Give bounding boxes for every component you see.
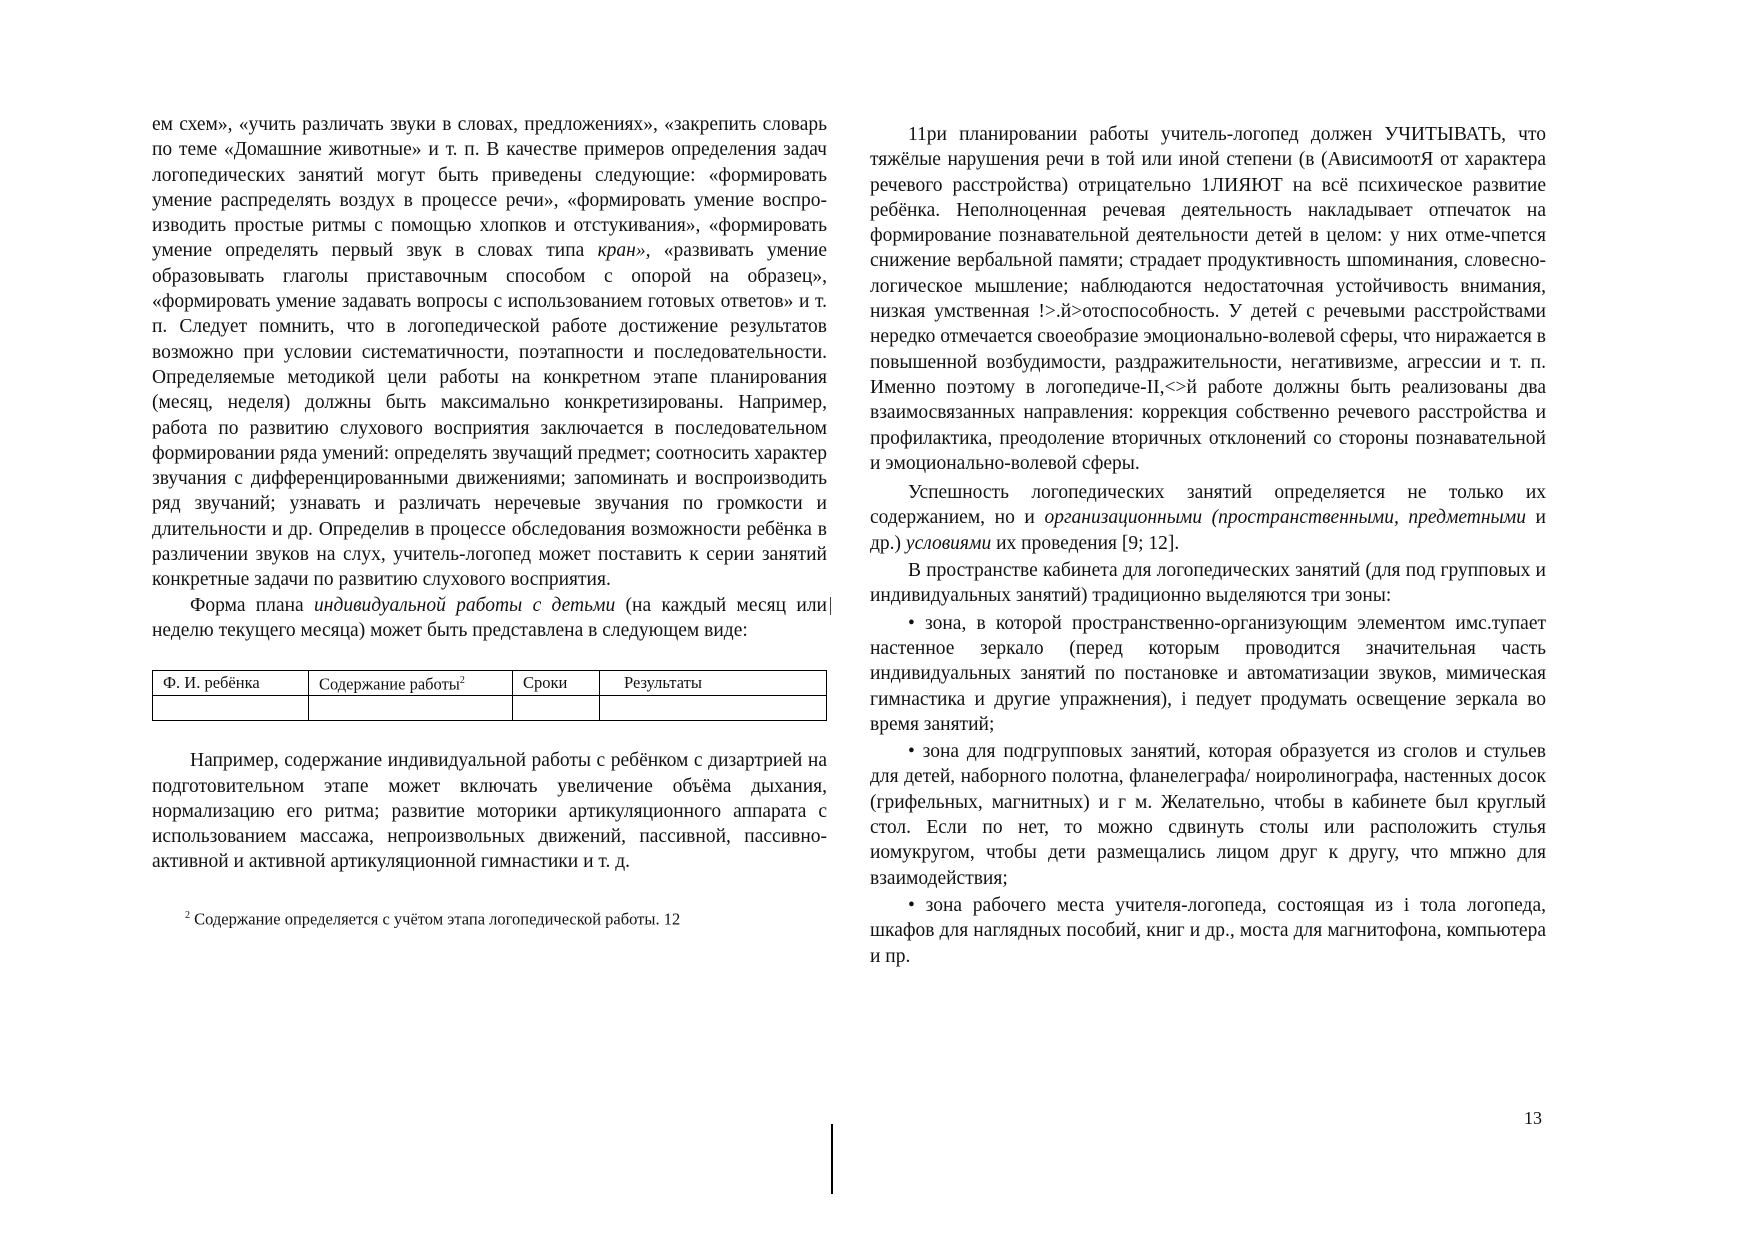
table-header-cell: Сроки [513,671,600,696]
left-page [152,112,827,930]
footnote: $^2$ Содержание определяется с учётом этапа логопедической работы. 12 [185,909,681,929]
bullet-item: • зона, в которой пространственно-организующим элементом имс.тупает настенное зеркало (перед которым проводится значительная часть индивидуальных занятий по постановке и автоматизации звуков, мимическая гимнастика и другие упражнения), i педует продумать освещение зеркала во время занятий; [870,612,1546,735]
bullet-item: • зона для подгрупповых занятий, которая образуется из сголов и стульев для детей, наборного полотна, фланелеграфа/ ноиролинографа, настенных досок (грифельных, магнитных) и г м. Желательно, чтобы в кабинете был круглый стол. Если по нет, то можно сдвинуть столы или расположить стулья иомукругом, чтобы дети размещались лицом друг к другу, что мпжно для взаимодействия; [870,741,1546,889]
table-header-cell: Ф. И. ребёнка [153,671,309,696]
right-paragraph-2: Успешность логопедических занятий определяется не только их содержанием, но и организационными (пространственными, предметными и др.) условиями их проведения [9; 12]. [870,482,1546,554]
page-number: 13 [1524,1108,1542,1128]
table-header-cell: Результаты [600,671,827,696]
table-header-cell: Содержание работы$^2$ [309,671,513,696]
plan-table [152,670,827,721]
right-paragraph-1: 11ри планировании работы учитель-логопед должен УЧИТЫВАТЬ, что тяжёлые нарушения речи в той или иной степени (в (АвисимоотЯ от характера речевого расстройства) отрицательно 1ЛИЯЮТ на всё психическое развитие ребёнка. Неполноценная речевая деятельность накладывает отпечаток на формирование познавательной деятельности детей в целом: у них отме-чпется снижение вербальной памяти; страдает продуктивность шпоминания, словесно-логическое мышление; наблюдаются недостаточная устойчивость внимания, низкая умственная !>.й>отоспособность. У детей с речевыми расстройствами нередко отмечается своеобразие эмоционально-волевой сферы, что ниражается в повышенной возбудимости, раздражительности, негативизме, агрессии и т. п. Именно поэтому в логопедиче-II,<>й работе должны быть реализованы два взаимосвязанных направления: коррекция собственно речевого расстройства и профилактика, преодоление вторичных отклонений со стороны познавательной и эмоционально-волевой сферы. [870,124,1546,474]
margin-mark [830,597,831,615]
page-divider [831,1124,833,1194]
left-paragraph-1: ем схем», «учить различать звуки в словах, предложениях», «закрепить словарь по теме «Домашние животные» и т. п. В качестве примеров определения задач логопедических занятий могут быть приведены следующие: «формировать умение распределять воздух в процессе речи», «формировать умение воспроизводить простые ритмы с помощью хлопков и отстукивания», «формировать умение определять первый звук в словах типа кран», «развивать умение образовывать глаголы приставочным способом с опорой на образец», «формировать умение задавать вопросы с использованием готовых ответов» и т. п. Следует помнить, что в логопедической работе достижение результатов возможно при условии систематичности, поэтапности и последовательности. Определяемые методикой цели работы на конкретном этапе планирования (месяц, неделя) должны быть максимально конкретизированы. Например, работа по развитию слухового восприятия заключается в последовательном формировании ряда умений: определять звучащий предмет; соотносить характер звучания с дифференцированными движениями; запоминать и воспроизводить ряд звучаний; узнавать и различать неречевые звучания по громкости и длительности и др. Определив в процессе обследования возможности ребёнка в различении звуков на слух, учитель-логопед может поставить к серии занятий конкретные задачи по развитию слухового восприятия. [152,114,828,591]
bullet-item: • зона рабочего места учителя-логопеда, состоящая из і тола логопеда, шкафов для наглядных пособий, книг и др., моста для магнитофона, компьютера и пр. [870,894,1546,967]
table-cell [600,696,827,721]
table-row [153,696,827,721]
table-cell [513,696,600,721]
right-paragraph-3: В пространстве кабинета для логопедических занятий (для под групповых и индивидуальных занятий) традиционно выделяются три зоны: [870,560,1546,607]
table-cell [153,696,309,721]
left-paragraph-3: Например, содержание индивидуальной работы с ребёнком с дизартрией на подготовительном этапе может включать увеличение объёма дыхания, нормализацию его ритма; развитие моторики артикуляционного аппарата с использованием массажа, непроизвольных движений, пассивной, пассивно-активной и активной артикуляционной гимнастики и т. д. [152,750,827,873]
table-header-row [153,671,827,696]
left-paragraph-2: Форма плана индивидуальной работы с детьми (на каждый месяц или неделю текущего месяца) может быть представлена в следующем виде: [152,594,827,641]
right-page [870,122,1546,969]
table-cell [309,696,513,721]
